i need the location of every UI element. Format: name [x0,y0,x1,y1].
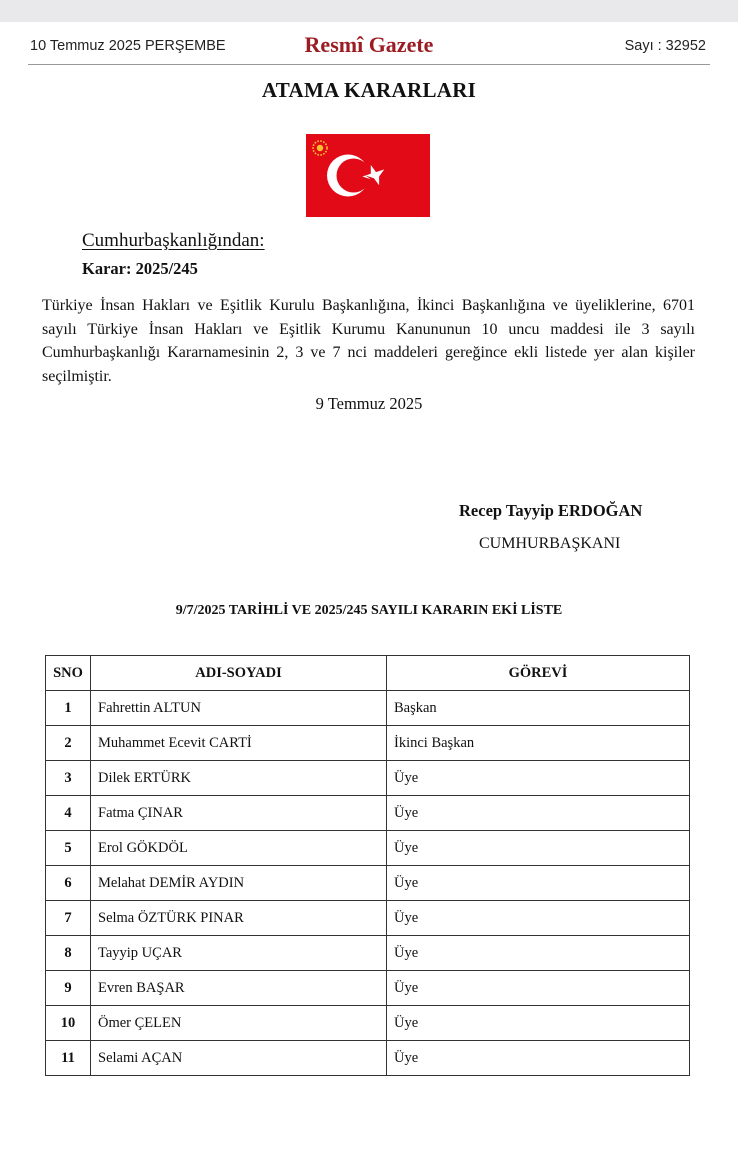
row-name: Tayyip UÇAR [91,936,387,971]
row-role: İkinci Başkan [387,726,690,761]
table-row [46,796,690,831]
row-sno: 7 [46,901,91,936]
header-date: 10 Temmuz 2025 PERŞEMBE [30,38,226,54]
table-header-row [46,656,690,691]
table-row [46,971,690,1006]
header-name: ADI-SOYADI [91,656,387,691]
row-sno: 3 [46,761,91,796]
row-name: Fahrettin ALTUN [91,691,387,726]
row-role: Üye [387,761,690,796]
row-role: Üye [387,1006,690,1041]
row-name: Ömer ÇELEN [91,1006,387,1041]
signatory-name: Recep Tayyip ERDOĞAN [459,501,643,520]
page-title: ATAMA KARARLARI [261,78,477,102]
table-row [46,866,690,901]
table-row [46,1006,690,1041]
row-role: Üye [387,901,690,936]
decree-number: Karar: 2025/245 [82,259,198,278]
gazette-header [28,34,710,65]
row-role: Başkan [387,691,690,726]
row-sno: 11 [46,1041,91,1076]
row-name: Erol GÖKDÖL [91,831,387,866]
table-row [46,761,690,796]
header-role: GÖREVİ [387,656,690,691]
row-sno: 9 [46,971,91,1006]
row-sno: 10 [46,1006,91,1041]
row-name: Fatma ÇINAR [91,796,387,831]
issuing-authority: Cumhurbaşkanlığından: [82,230,265,251]
signatory-title: CUMHURBAŞKANI [479,535,621,552]
table-row [46,901,690,936]
row-name: Selami AÇAN [91,1041,387,1076]
row-name: Melahat DEMİR AYDIN [91,866,387,901]
row-sno: 2 [46,726,91,761]
row-role: Üye [387,936,690,971]
table-row [46,726,690,761]
header-sno: SNO [46,656,91,691]
table-row [46,691,690,726]
row-name: Evren BAŞAR [91,971,387,1006]
row-sno: 8 [46,936,91,971]
decree-date: 9 Temmuz 2025 [315,394,423,413]
row-role: Üye [387,866,690,901]
row-name: Selma ÖZTÜRK PINAR [91,901,387,936]
row-role: Üye [387,971,690,1006]
row-sno: 4 [46,796,91,831]
decree-body: Türkiye İnsan Hakları ve Eşitlik Kurulu Başkanlığına, İkinci Başkanlığına ve üyeliklerine, 6701 sayılı Türkiye İnsan Hakları ve Eşitlik Kurumu Kanununun 10 uncu maddesi ile 3 sayılı Cumhurbaşkanlığı Kararnamesinin 2, 3 ve 7 nci maddeleri gereğince ekli listede yer alan kişiler seçilmiştir. [42,297,695,385]
table-row [46,831,690,866]
appointment-table [45,655,690,1076]
issue-number: Sayı : 32952 [624,38,706,54]
row-role: Üye [387,831,690,866]
gazette-title: Resmî Gazete [304,32,434,57]
list-title: 9/7/2025 TARİHLİ VE 2025/245 SAYILI KARARIN EKİ LİSTE [175,603,563,618]
row-role: Üye [387,796,690,831]
row-sno: 5 [46,831,91,866]
row-role: Üye [387,1041,690,1076]
row-name: Muhammet Ecevit CARTİ [91,726,387,761]
row-sno: 1 [46,691,91,726]
table-row [46,1041,690,1076]
turkish-flag-icon [306,134,430,217]
table-row [46,936,690,971]
row-sno: 6 [46,866,91,901]
row-name: Dilek ERTÜRK [91,761,387,796]
